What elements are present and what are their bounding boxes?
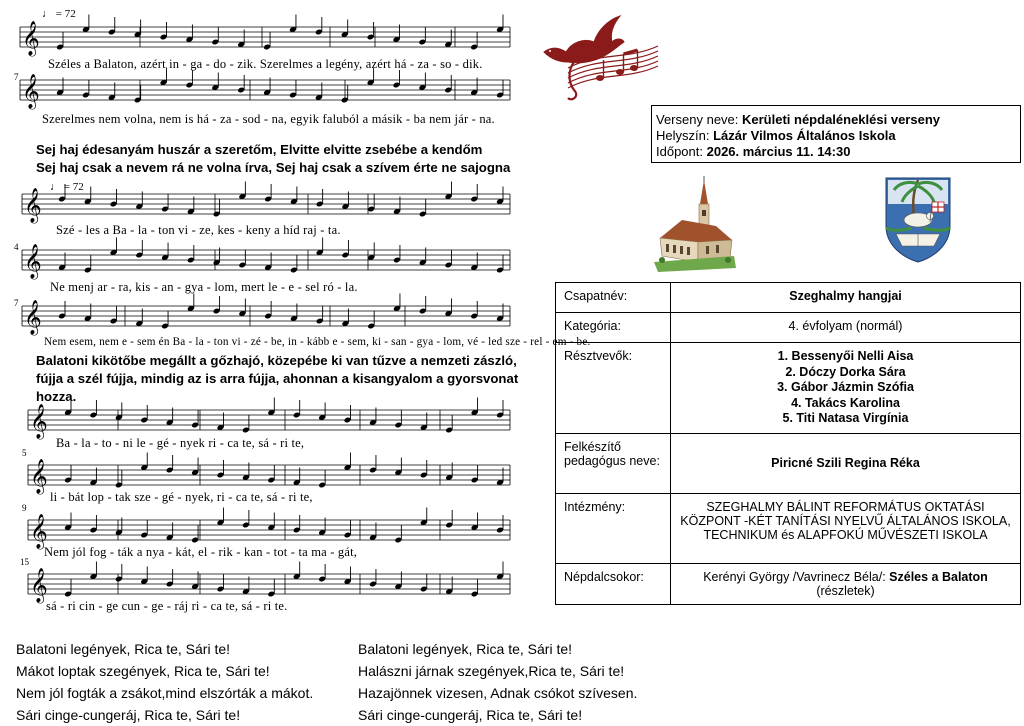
verse-2 bbox=[36, 352, 518, 406]
measure-number: 9 bbox=[22, 503, 27, 513]
treble-clef-icon: 𝄞 bbox=[22, 21, 40, 56]
verse-line: Mákot loptak szegények, Rica te, Sári te! bbox=[16, 663, 270, 679]
crest-icon bbox=[884, 176, 952, 264]
treble-clef-icon: 𝄞 bbox=[30, 404, 48, 439]
verse-line: Nem jól fogták a zsákot,mind elszórták a mákot. bbox=[16, 685, 314, 701]
lyrics-row: Szé - les a Ba - la - ton vi - ze, kes - keny a híd raj - ta. bbox=[56, 223, 341, 237]
list-item: 2. Dóczy Dorka Sára bbox=[785, 364, 906, 379]
participants-value bbox=[671, 343, 1021, 434]
verse-line: hozza. bbox=[36, 389, 77, 404]
treble-clef-icon: 𝄞 bbox=[22, 74, 40, 109]
lyrics-row: Ne menj ar - ra, kis - an - gya - lom, mert le - e - sel ró - la. bbox=[50, 280, 358, 294]
lyrics-row: Nem jól fog - ták a nya - kát, el - rik - kan - tot - ta ma - gát, bbox=[44, 545, 358, 559]
bottom-verse-left bbox=[16, 638, 313, 726]
teacher-label: Felkészítő pedagógus neve: bbox=[556, 433, 671, 493]
event-time: Időpont: 2026. március 11. 14:30 bbox=[656, 144, 851, 159]
songs-label: Népdalcsokor: bbox=[556, 563, 671, 604]
measure-number: 15 bbox=[20, 557, 29, 567]
table-row bbox=[556, 433, 1021, 493]
lyrics-row: li - bát lop - tak sze - gé - nyek, ri - ca te, sá - ri te, bbox=[50, 490, 313, 504]
treble-clef-icon: 𝄞 bbox=[24, 300, 42, 335]
table-row bbox=[556, 563, 1021, 604]
verse-line: Sej haj csak a nevem rá ne volna írva, Sej haj csak a szívem érte ne sajogna bbox=[36, 160, 511, 175]
music-dove-logo-icon bbox=[538, 12, 662, 104]
treble-clef-icon: 𝄞 bbox=[30, 459, 48, 494]
bottom-verse-right bbox=[358, 638, 637, 726]
category-label: Kategória: bbox=[556, 313, 671, 343]
verse-line: Sej haj édesanyám huszár a szeretőm, Elvitte elvitte zsebébe a kendőm bbox=[36, 142, 483, 157]
participants-list bbox=[679, 349, 1012, 427]
institution-label: Intézmény: bbox=[556, 493, 671, 563]
list-item: 3. Gábor Jázmin Szófia bbox=[777, 380, 914, 395]
team-value: Szeghalmy hangjai bbox=[671, 283, 1021, 313]
treble-clef-icon: 𝄞 bbox=[24, 244, 42, 279]
verse-line: Hazajönnek vizesen, Adnak csókot szívesen. bbox=[358, 685, 638, 701]
tempo-mark-1: ♩ = 72 bbox=[42, 8, 76, 20]
verse-line: Balatoni legények, Rica te, Sári te! bbox=[358, 641, 573, 657]
table-row bbox=[556, 343, 1021, 434]
sheet-music bbox=[0, 0, 540, 620]
verse-line: Sári cinge-cungeráj, Rica te, Sári te! bbox=[358, 707, 583, 723]
measure-number: 7 bbox=[14, 72, 19, 82]
treble-clef-icon: 𝄞 bbox=[24, 188, 42, 223]
participants-label: Résztvevők: bbox=[556, 343, 671, 434]
teacher-value: Piricné Szili Regina Réka bbox=[671, 433, 1021, 493]
measure-number: 4 bbox=[14, 242, 19, 252]
lyrics-row: Széles a Balaton, azért in - ga - do - zik. Szerelmes a legény, azért há - za - so - dik. bbox=[48, 57, 483, 71]
treble-clef-icon: 𝄞 bbox=[30, 514, 48, 549]
table-row bbox=[556, 313, 1021, 343]
church-icon bbox=[654, 176, 736, 274]
team-label: Csapatnév: bbox=[556, 283, 671, 313]
tempo-mark-2: ♩ = 72 bbox=[50, 181, 84, 193]
list-item: 4. Takács Karolina bbox=[791, 395, 900, 410]
lyrics-row: Nem esem, nem e - sem én Ba - la - ton vi - zé - be, in - kább e - sem, ki - san - gya - lom, vé - led sze - rel - em - be. bbox=[44, 336, 591, 348]
songs-value: Kerényi György /Vavrinecz Béla/: Széles a Balaton (részletek) bbox=[671, 563, 1021, 604]
table-row bbox=[556, 283, 1021, 313]
lyrics-row: Ba - la - to - ni le - gé - nyek ri - ca te, sá - ri te, bbox=[56, 436, 305, 450]
event-name: Verseny neve: Kerületi népdaléneklési verseny bbox=[656, 112, 940, 127]
list-item: 5. Titi Natasa Virgínia bbox=[782, 411, 909, 426]
lyrics-row: sá - ri cin - ge cun - ge - ráj ri - ca te, sá - ri te. bbox=[46, 599, 288, 613]
measure-number: 7 bbox=[14, 298, 19, 308]
verse-line: Balatoni kikötőbe megállt a gőzhajó, közepébe ki van tűzve a nemzeti zászló, bbox=[36, 353, 517, 368]
table-row bbox=[556, 493, 1021, 563]
event-location: Helyszín: Lázár Vilmos Általános Iskola bbox=[656, 128, 896, 143]
lyrics-row: Szerelmes nem volna, nem is há - za - sod - na, egyik faluból a másik - ba nem jár - na. bbox=[42, 112, 495, 126]
event-info-box bbox=[651, 105, 1021, 163]
institution-value: SZEGHALMY BÁLINT REFORMÁTUS OKTATÁSI KÖZPONT -KÉT TANÍTÁSI NYELVŰ ÁLTALÁNOS ISKOLA, TECHNIKUM és ALAPFOKÚ MŰVÉSZETI ISKOLA bbox=[671, 493, 1021, 563]
verse-line: Balatoni legények, Rica te, Sári te! bbox=[16, 641, 231, 657]
list-item: 1. Bessenyői Nelli Aisa bbox=[777, 349, 914, 363]
category-value: 4. évfolyam (normál) bbox=[671, 313, 1021, 343]
measure-number: 5 bbox=[22, 448, 27, 458]
verse-line: Halászni járnak szegények,Rica te, Sári te! bbox=[358, 663, 625, 679]
verse-line: Sári cinge-cungeráj, Rica te, Sári te! bbox=[16, 707, 241, 723]
verse-1 bbox=[36, 141, 510, 177]
treble-clef-icon: 𝄞 bbox=[30, 568, 48, 603]
verse-line: fújja a szél fújja, mindig az is arra fújja, ahonnan a kisangyalom a gyorsvonat bbox=[36, 371, 519, 386]
team-table bbox=[555, 282, 1021, 605]
